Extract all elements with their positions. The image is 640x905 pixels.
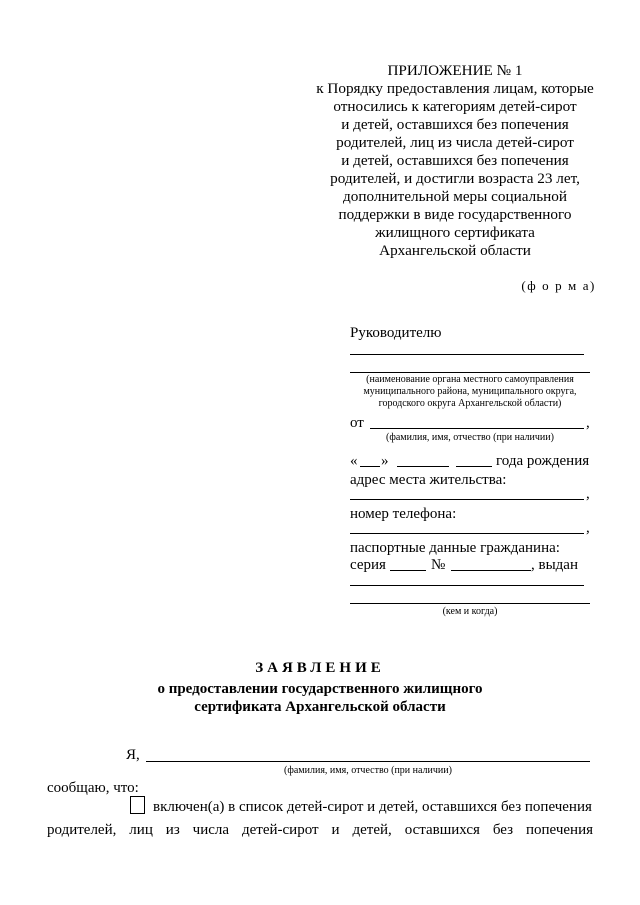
appendix-line: к Порядку предоставления лицам, которые bbox=[316, 80, 594, 97]
org-name-line[interactable] bbox=[350, 354, 584, 355]
i-label: Я, bbox=[126, 747, 140, 763]
dob-close-quote: » bbox=[381, 453, 389, 469]
phone-field[interactable] bbox=[350, 533, 584, 534]
passport-label: паспортные данные гражданина: bbox=[350, 540, 560, 556]
from-end: , bbox=[586, 415, 590, 431]
address-field[interactable] bbox=[350, 499, 584, 500]
dob-label: года рождения bbox=[496, 453, 590, 469]
series-label: серия bbox=[350, 557, 386, 573]
appendix-block bbox=[300, 62, 610, 260]
caption-line: городского округа Архангельской области) bbox=[378, 398, 562, 409]
addressee-to-label: Руководителю bbox=[350, 325, 442, 341]
appendix-line: и детей, оставшихся без попечения bbox=[341, 116, 569, 133]
option-text-continued: родителей, лиц из числа детей-сирот и детей, оставшихся без попечения bbox=[47, 822, 593, 838]
report-label: сообщаю, что: bbox=[47, 780, 139, 796]
option-text: включен(а) в список детей-сирот и детей, оставшихся без попечения bbox=[153, 799, 592, 815]
passport-number-field[interactable] bbox=[451, 570, 531, 571]
caption-line: муниципального района, муниципального округа, bbox=[363, 386, 577, 397]
appendix-line: жилищного сертификата bbox=[375, 224, 535, 241]
applicant-name-caption: (фамилия, имя, отчество (при наличии) bbox=[284, 765, 452, 776]
appendix-line: родителей, лиц из числа детей-сирот bbox=[336, 134, 574, 151]
dob-month-field[interactable] bbox=[397, 466, 449, 467]
issued-caption: (кем и когда) bbox=[442, 606, 498, 617]
option-checkbox[interactable] bbox=[130, 796, 145, 814]
statement-title: ЗАЯВЛЕНИЕ bbox=[255, 660, 385, 676]
number-label: № bbox=[431, 557, 446, 573]
passport-series-field[interactable] bbox=[390, 570, 426, 571]
address-end: , bbox=[586, 486, 590, 502]
org-name-line[interactable] bbox=[350, 372, 590, 373]
dob-year-field[interactable] bbox=[456, 466, 492, 467]
subtitle-line: сертификата Архангельской области bbox=[194, 699, 446, 715]
address-label: адрес места жительства: bbox=[350, 472, 507, 488]
appendix-line: Архангельской области bbox=[379, 242, 531, 259]
appendix-line: родителей, и достигли возраста 23 лет, bbox=[330, 170, 580, 187]
from-name-field[interactable] bbox=[370, 428, 584, 429]
from-name-caption: (фамилия, имя, отчество (при наличии) bbox=[386, 432, 554, 443]
phone-end: , bbox=[586, 520, 590, 536]
org-caption bbox=[350, 374, 590, 410]
phone-label: номер телефона: bbox=[350, 506, 457, 522]
caption-line: (наименование органа местного самоуправления bbox=[366, 374, 574, 385]
applicant-name-field[interactable] bbox=[146, 761, 590, 762]
issued-by-field[interactable] bbox=[350, 603, 590, 604]
issued-by-field[interactable] bbox=[350, 585, 584, 586]
from-label: от bbox=[350, 415, 364, 431]
appendix-line: относились к категориям детей-сирот bbox=[333, 98, 577, 115]
statement-subtitle bbox=[0, 680, 640, 716]
dob-day-field[interactable] bbox=[360, 466, 380, 467]
issued-label: , выдан bbox=[531, 557, 578, 573]
appendix-line: и детей, оставшихся без попечения bbox=[341, 152, 569, 169]
subtitle-line: о предоставлении государственного жилищного bbox=[157, 681, 483, 697]
appendix-line: дополнительной меры социальной bbox=[343, 188, 567, 205]
dob-open-quote: « bbox=[350, 453, 358, 469]
appendix-line: поддержки в виде государственного bbox=[338, 206, 572, 223]
form-label: (ф о р м а) bbox=[521, 278, 596, 293]
appendix-heading: ПРИЛОЖЕНИЕ № 1 bbox=[387, 62, 523, 79]
